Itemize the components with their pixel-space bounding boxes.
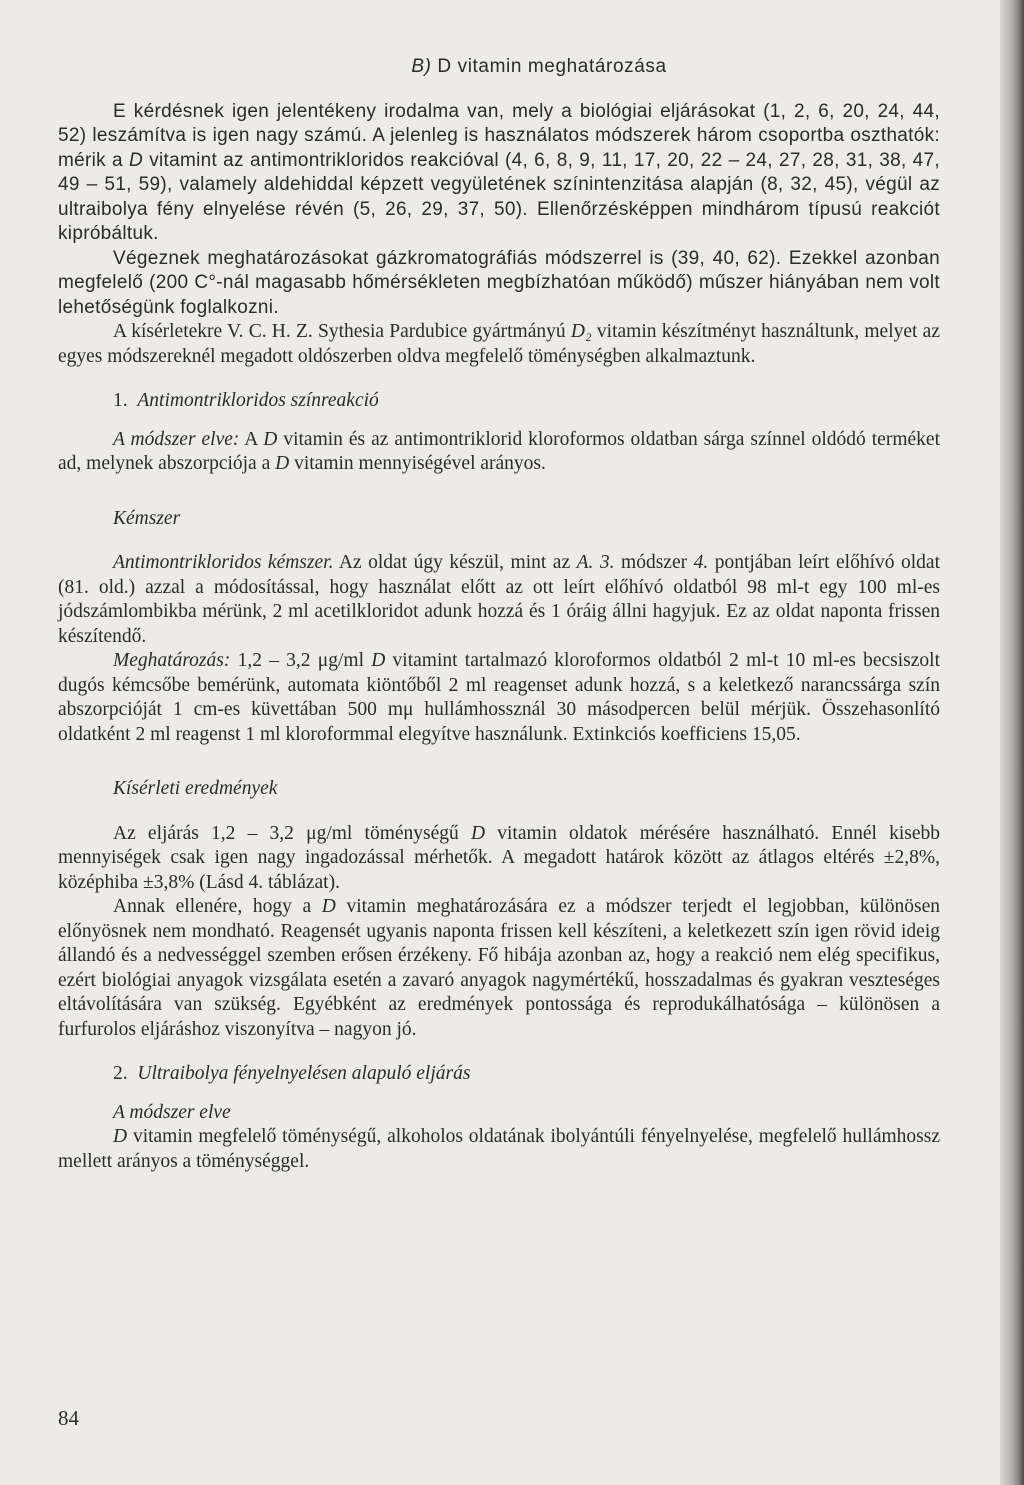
section-title — [58, 55, 940, 80]
page-number: 84 — [58, 1406, 79, 1430]
reagent-text-a: Az oldat úgy készül, mint az — [333, 552, 577, 573]
s2-d-symbol: D — [113, 1126, 128, 1147]
results-paragraph-2 — [58, 895, 940, 1042]
s1-principle-d: D — [263, 428, 278, 450]
intro-d-symbol: D — [129, 149, 144, 171]
intro-text-a: E kérdésnek igen jelentékeny irodalma van, mely a biológiai eljárásokat (1, 2, 6, 20, 24, 44, 52) leszámítva is igen nagy számú. A jelenleg is használatos módszerek három csoportba oszthatók: mérik a — [58, 100, 940, 171]
s2-principle-paragraph — [58, 1125, 940, 1174]
results-text-a: Az eljárás 1,2 – 3,2 μg/ml töménységű — [113, 822, 471, 844]
subsection-1-heading — [113, 389, 940, 414]
s1-principle-label: A módszer elve: — [113, 428, 240, 450]
results2-d: D — [321, 896, 336, 917]
materials-text-b: vitamin készítményt használtunk, melyet az egyes módszereknél megadott oldószerben oldva megfelelő töménységben alkalmaztunk. — [58, 321, 940, 367]
determination-text-b: vitamint tartalmazó kloroformos oldatból 2 ml-t 10 ml-es becsiszolt dugós kémcsőbe bemérünk, automata kiöntőből 2 ml reagenset adunk hozzá, s a keletkező narancssárga szín abszorpcióját 1 cm-es küvettában 500 mμ hullámhossznál 30 másodpercen belül mérjük. Összehasonlító oldatként 2 ml reagenst 1 ml kloroformmal elegyítve használunk. Extinkciós koefficiens 15,05. — [58, 650, 940, 745]
reagent-label: Antimontrikloridos kémszer. — [113, 552, 334, 573]
results-heading: Kísérleti eredmények — [113, 778, 278, 799]
subsection-2-number: 2. — [113, 1063, 128, 1084]
gc-paragraph: Végeznek meghatározásokat gázkromatográfiás módszerrel is (39, 40, 62). Ezekkel azonban megfelelő (200 C°-nál magasabb hőmérsékleten megbízhatóan működő) műszer hiányában nem volt lehetőségünk foglalkozni. — [58, 247, 940, 318]
results-text-b: vitamin oldatok mérésére használható. Ennél kisebb mennyiségek csak igen nagy ingadozással mérhetők. A megadott határok között az átlagos eltérés ±2,8%, középhiba ±3,8% (Lásd 4. táblázat). — [58, 822, 941, 893]
s2-principle-text: vitamin megfelelő töménységű, alkoholos oldatának ibolyántúli fényelnyelése, megfelelő hullámhossz mellett arányos a töménységgel. — [58, 1126, 940, 1172]
s1-principle-text-a: A — [239, 428, 264, 450]
determination-paragraph — [58, 649, 940, 747]
determination-label: Meghatározás: — [113, 650, 231, 671]
subsection-1-title: Antimontrikloridos színreakció — [137, 390, 379, 411]
determination-d: D — [371, 650, 386, 671]
s1-principle-text-b: vitamin és az antimontriklorid kloroformos oldatban sárga színnel oldódó terméket ad, melynek abszorpciója a — [58, 428, 940, 474]
determination-text-a: 1,2 – 3,2 μg/ml — [230, 650, 372, 671]
results2-text-b: vitamin meghatározására ez a módszer terjedt el legjobban, különösen előnyösnek nem mondható. Reagensét ugyanis naponta frissen kell készíteni, a keletkezett szín igen rövid ideig állandó és a nedvességgel szemben erősen érzékeny. Fő hibája azonban az, hogy a reakció nem elég specifikus, ezért biológiai anyagok vizsgálata esetén a zavaró anyagok nagymértékű, hosszadalmas és gyakran veszteséges eltávolítására van szükség. Egyébként az eredmények pontossága és reprodukálhatósága – különösen a furfurolos eljáráshoz viszonyítva – nagyon jó. — [58, 896, 940, 1040]
document-body — [58, 55, 940, 1174]
subsection-2-heading — [113, 1062, 940, 1087]
reagent-ref-2: 4. — [693, 552, 709, 573]
reagent-paragraph — [58, 551, 940, 649]
subsection-2-title: Ultraibolya fényelnyelésen alapuló eljárás — [137, 1063, 471, 1084]
intro-text-b: vitamint az antimontrikloridos reakcióval (4, 6, 8, 9, 11, 17, 20, 22 – 24, 27, 28, 31, 38, 47, 49 – 51, 59), valamely aldehiddal képzett vegyületének színintenzitása alapján (8, 32, 45), végül az ultraibolya fény elnyelése révén (5, 26, 29, 37, 50). Ellenőrzésképpen mindhárom típusú reakciót kipróbáltuk. — [58, 149, 940, 244]
section-label: B) — [411, 56, 432, 77]
materials-text-a: A kísérletekre V. C. H. Z. Sythesia Pardubice gyártmányú — [113, 321, 571, 342]
reagent-text-c: pontjában leírt előhívó oldat (81. old.) azzal a módosítással, hogy használat előtt az ott leírt előhívó oldatból 98 ml-t egy 100 ml-es jódszámlombikba mérünk, 2 ml acetilkloridot adunk hozzá és 1 óráig állni hagyjuk. Ez az oldat naponta frissen készítendő. — [58, 552, 940, 647]
section-title-text: D vitamin meghatározása — [437, 56, 667, 77]
s1-principle-text-c: vitamin mennyiségével arányos. — [289, 453, 546, 474]
subsection-1-number: 1. — [113, 390, 128, 411]
book-binding-edge — [1000, 0, 1024, 1485]
reagent-text-b: módszer — [614, 552, 694, 573]
materials-d2-symbol: D₂ — [570, 321, 592, 342]
s1-principle-d2: D — [275, 453, 290, 474]
reagent-heading: Kémszer — [113, 507, 181, 529]
materials-paragraph — [58, 320, 940, 369]
results-d: D — [470, 822, 486, 844]
results2-text-a: Annak ellenére, hogy a — [113, 896, 322, 917]
results-paragraph-1 — [58, 822, 940, 896]
s1-principle-paragraph — [58, 428, 940, 477]
intro-paragraph — [58, 100, 940, 247]
reagent-ref-1: A. 3. — [576, 552, 615, 573]
s2-principle-heading: A módszer elve — [113, 1101, 231, 1123]
